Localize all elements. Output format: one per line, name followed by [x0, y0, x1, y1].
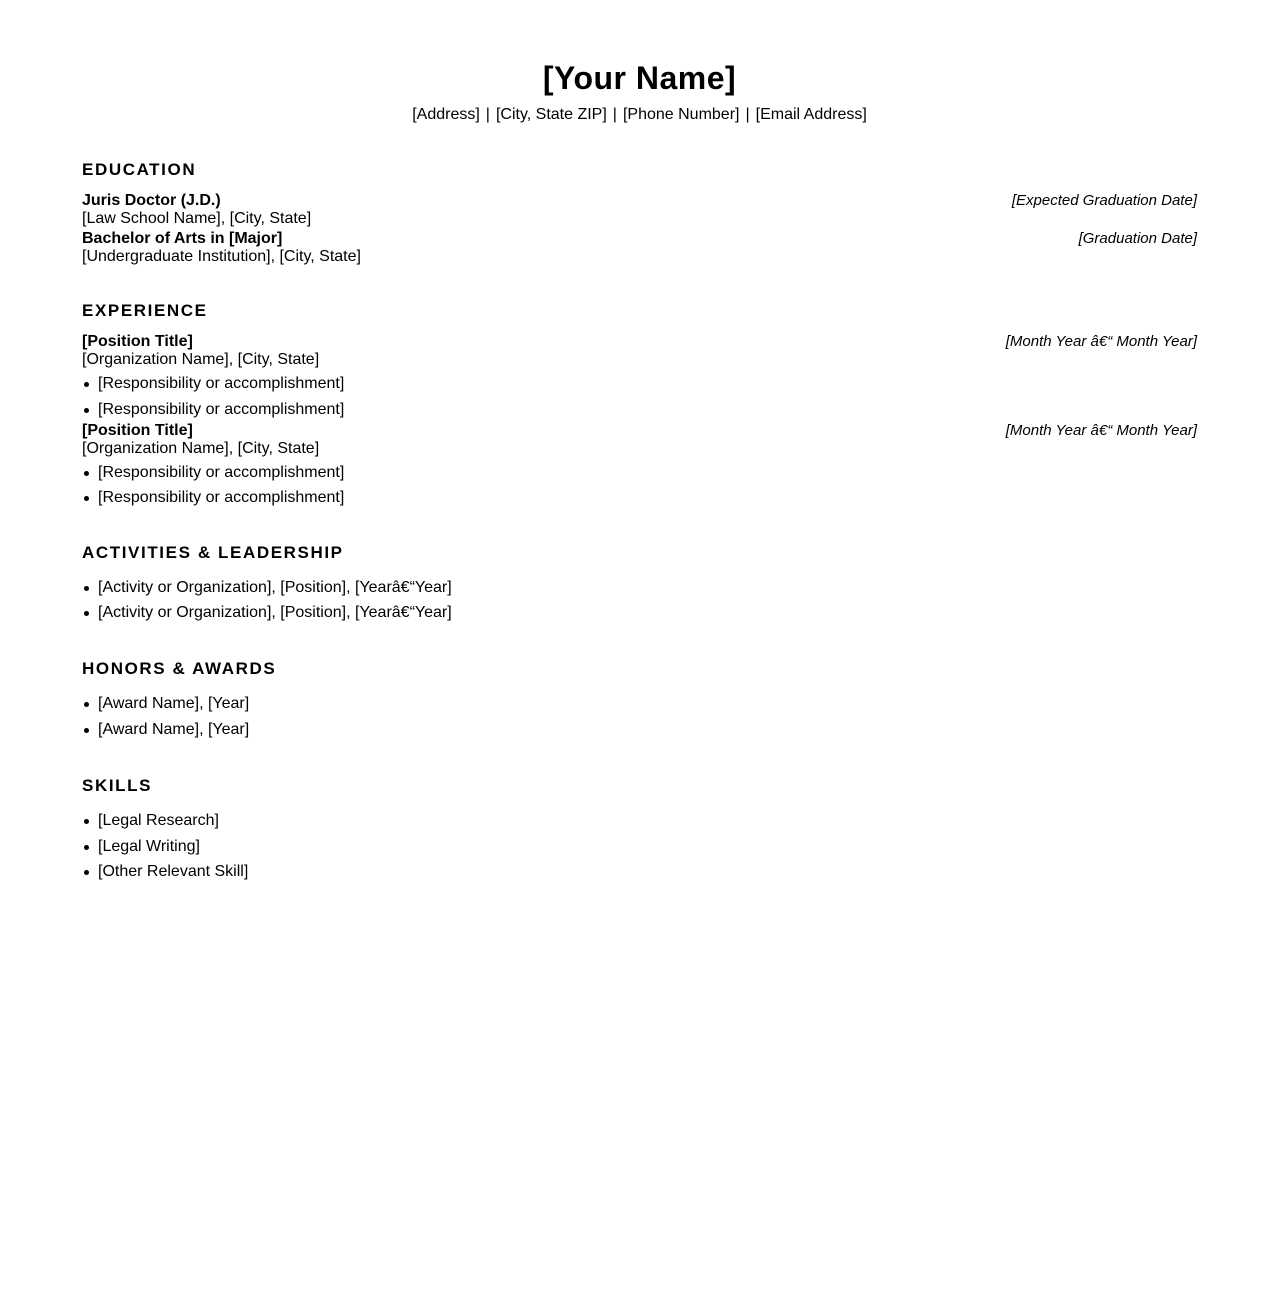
resume-page	[82, 0, 1197, 881]
contact-city-state-zip: [City, State ZIP]	[495, 106, 607, 123]
list-item: [Responsibility or accomplishment]	[98, 489, 1197, 507]
section-title-honors: HONORS & AWARDS	[82, 659, 277, 678]
education-entry	[82, 192, 1197, 228]
list-item: [Legal Writing]	[98, 838, 1197, 856]
list-item: [Award Name], [Year]	[98, 695, 1197, 713]
activities-section	[82, 543, 1197, 622]
education-date: [Expected Graduation Date]	[1011, 192, 1197, 209]
contact-separator: |	[485, 106, 490, 123]
list-item: [Responsibility or accomplishment]	[98, 464, 1197, 482]
experience-date: [Month Year â€“ Month Year]	[1005, 422, 1197, 439]
education-section	[82, 160, 1197, 266]
activities-list	[82, 579, 1197, 622]
list-item: [Activity or Organization], [Position], [Yearâ€“Year]	[98, 579, 1197, 597]
experience-position: [Position Title]	[82, 333, 193, 350]
list-item: [Responsibility or accomplishment]	[98, 375, 1197, 393]
skills-list	[82, 812, 1197, 881]
contact-phone: [Phone Number]	[622, 106, 740, 123]
experience-bullets	[82, 464, 1197, 507]
skills-section	[82, 776, 1197, 881]
experience-organization: [Organization Name], [City, State]	[82, 351, 320, 368]
education-degree: Bachelor of Arts in [Major]	[82, 230, 283, 247]
contact-address: [Address]	[412, 106, 480, 123]
experience-entry	[82, 422, 1197, 507]
list-item: [Activity or Organization], [Position], [Yearâ€“Year]	[98, 604, 1197, 622]
contact-separator: |	[612, 106, 617, 123]
contact-separator: |	[745, 106, 750, 123]
education-entry	[82, 230, 1197, 266]
honors-list	[82, 695, 1197, 739]
honors-section	[82, 659, 1197, 739]
education-school: [Undergraduate Institution], [City, State]	[82, 248, 361, 265]
experience-bullets	[82, 375, 1197, 419]
experience-section	[82, 301, 1197, 507]
list-item: [Responsibility or accomplishment]	[98, 401, 1197, 419]
experience-entry	[82, 333, 1197, 419]
resume-name: [Your Name]	[542, 60, 737, 96]
experience-organization: [Organization Name], [City, State]	[82, 440, 320, 457]
section-title-experience: EXPERIENCE	[82, 301, 208, 320]
section-title-skills: SKILLS	[82, 776, 153, 795]
experience-position: [Position Title]	[82, 422, 193, 439]
list-item: [Award Name], [Year]	[98, 721, 1197, 739]
section-title-activities: ACTIVITIES & LEADERSHIP	[82, 543, 344, 562]
list-item: [Other Relevant Skill]	[98, 863, 1197, 881]
contact-email: [Email Address]	[755, 106, 867, 123]
list-item: [Legal Research]	[98, 812, 1197, 830]
education-school: [Law School Name], [City, State]	[82, 210, 312, 227]
education-date: [Graduation Date]	[1078, 230, 1197, 247]
education-degree: Juris Doctor (J.D.)	[82, 192, 221, 209]
section-title-education: EDUCATION	[82, 160, 197, 179]
contact-line	[82, 105, 1197, 125]
experience-date: [Month Year â€“ Month Year]	[1005, 333, 1197, 350]
